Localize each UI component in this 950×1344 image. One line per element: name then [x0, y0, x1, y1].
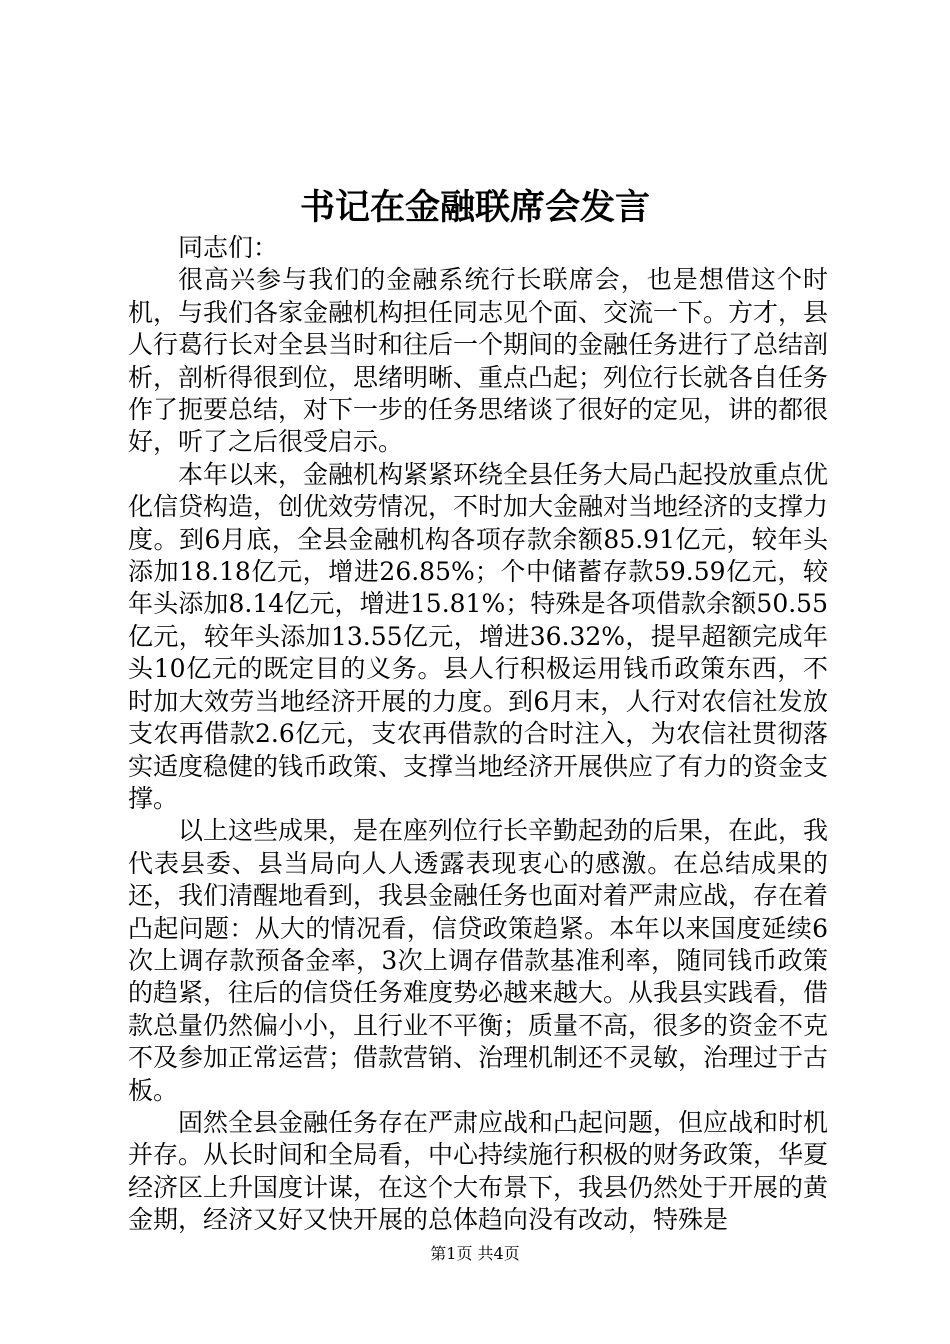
- paragraph-4: 固然全县金融任务存在严肃应战和凸起问题，但应战和时机并存。从长时间和全局看，中心持续施行积极的财务政策，华夏经济区上升国度计谋，在这个大布景下，我县仍然处于开展的黄金期，经济又好又快开展的总体趋向没有改动，特殊是: [128, 1107, 829, 1235]
- paragraph-1: 很高兴参与我们的金融系统行长联席会，也是想借这个时机，与我们各家金融机构担任同志见个面、交流一下。方才，县人行葛行长对全县当时和往后一个期间的金融任务进行了总结剖析，剖析得很到位，思绪明晰、重点凸起；列位行长就各自任务作了扼要总结，对下一步的任务思绪谈了很好的定见，讲的都很好，听了之后很受启示。: [128, 265, 829, 457]
- document-title: 书记在金融联席会发言: [299, 187, 650, 228]
- salutation: 同志们：: [178, 233, 279, 262]
- document-body: [128, 232, 828, 1237]
- page-number-footer: 第1页 共4页: [430, 1244, 520, 1263]
- paragraph-2: 本年以来，金融机构紧紧环绕全县任务大局凸起投放重点优化信贷构造，创优效劳情况，不时加大金融对当地经济的支撑力度。到6月底，全县金融机构各项存款余额85.91亿元，较年头添加18.18亿元，增进26.85%；个中储蓄存款59.59亿元，较年头添加8.14亿元，增进15.81%；特殊是各项借款余额50.55亿元，较年头添加13.55亿元，增进36.32%，提早超额完成年头10亿元的既定目的义务。县人行积极运用钱币政策东西，不时加大效劳当地经济开展的力度。到6月末，人行对农信社发放支农再借款2.6亿元，支农再借款的合时注入，为农信社贯彻落实适度稳健的钱币政策、支撑当地经济开展供应了有力的资金支撑。: [128, 459, 829, 813]
- paragraph-3: 以上这些成果，是在座列位行长辛勤起劲的后果，在此，我代表县委、县当局向人人透露表现衷心的感激。在总结成果的还，我们清醒地看到，我县金融任务也面对着严肃应战，存在着凸起问题：从大的情况看，信贷政策趋紧。本年以来国度延续6次上调存款预备金率，3次上调存借款基准利率，随同钱币政策的趋紧，往后的信贷任务难度势必越来越大。从我县实践看，借款总量仍然偏小小，且行业不平衡；质量不高，很多的资金不克不及参加正常运营；借款营销、治理机制还不灵敏，治理过于古板。: [128, 816, 829, 1105]
